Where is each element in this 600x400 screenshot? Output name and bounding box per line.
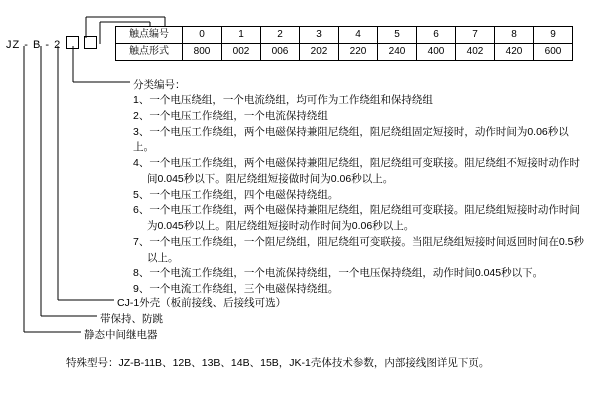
contact-number-5: 5 [378, 27, 417, 44]
contact-number-6: 6 [417, 27, 456, 44]
case-label: CJ-1外壳（板前接线、后接线可选） [117, 297, 287, 309]
contact-form-2: 006 [261, 44, 300, 61]
contact-number-3: 3 [300, 27, 339, 44]
contact-number-1: 1 [222, 27, 261, 44]
contact-form-7: 402 [456, 44, 495, 61]
relay-label: 静态中间继电器 [84, 329, 158, 341]
list-item: 4、一个电压工作绕组，两个电磁保持兼阻尼绕组，阻尼绕组可变联接。阻尼绕组不短接时动作时间0.045秒以下。阻尼绕组短接做时间为0.06秒以上。 [133, 157, 580, 185]
model-code [6, 36, 97, 51]
list-item: 2、一个电压工作绕组，一个电流保持绕组 [133, 109, 328, 122]
classification-heading: 分类编号： [133, 79, 186, 91]
contact-number-7: 7 [456, 27, 495, 44]
list-item: 6、一个电压工作绕组，两个电磁保持兼阻尼绕组，阻尼绕组可变联接。阻尼绕组短接时动作时间为0.045秒以上。阻尼绕组短接时动作时间为0.06秒以上。 [133, 204, 580, 232]
row-header-contact-number: 触点编号 [116, 27, 183, 44]
contact-form-1: 002 [222, 44, 261, 61]
table-row-forms [116, 44, 573, 61]
contact-form-0: 800 [183, 44, 222, 61]
list-item: 1、一个电压绕组，一个电流绕组，均可作为工作绕组和保持绕组 [133, 94, 433, 106]
contact-form-5: 240 [378, 44, 417, 61]
contact-form-9: 600 [534, 44, 573, 61]
table-row-numbers [116, 27, 573, 44]
contact-form-6: 400 [417, 44, 456, 61]
contact-table [115, 26, 573, 61]
model-code-prefix: JZ - B - 2 [6, 39, 62, 51]
list-item: 9、一个电流工作绕组，三个电磁保持绕组。 [133, 283, 339, 295]
classification-list [133, 93, 585, 298]
contact-number-9: 9 [534, 27, 573, 44]
list-item: 7、一个电压工作绕组，一个阻尼绕组，阻尼绕组可变联接。当阻尼绕组短接时间返回时间在0.5秒以上。 [133, 235, 584, 264]
code-box-2 [84, 36, 97, 49]
list-item: 8、一个电流工作绕组，一个电流保持绕组，一个电压保持绕组，动作时间0.045秒以下。 [133, 267, 544, 280]
list-item: 3、一个电压工作绕组，两个电磁保持兼阻尼绕组，阻尼绕组固定短接时，动作时间为0.06秒以上。 [133, 125, 569, 154]
contact-number-0: 0 [183, 27, 222, 44]
contact-form-4: 220 [339, 44, 378, 61]
contact-number-8: 8 [495, 27, 534, 44]
contact-form-8: 420 [495, 44, 534, 61]
contact-number-2: 2 [261, 27, 300, 44]
band-label: 带保持、防跳 [100, 313, 163, 325]
special-note: 特殊型号：JZ-B-11B、12B、13B、14B、15B，JK-1壳体技术参数，内部接线图详见下页。 [66, 357, 490, 369]
contact-form-3: 202 [300, 44, 339, 61]
list-item: 5、一个电压工作绕组，四个电磁保持绕组。 [133, 188, 339, 201]
contact-number-4: 4 [339, 27, 378, 44]
row-header-contact-form: 触点形式 [116, 44, 183, 61]
code-box-1 [66, 36, 79, 49]
